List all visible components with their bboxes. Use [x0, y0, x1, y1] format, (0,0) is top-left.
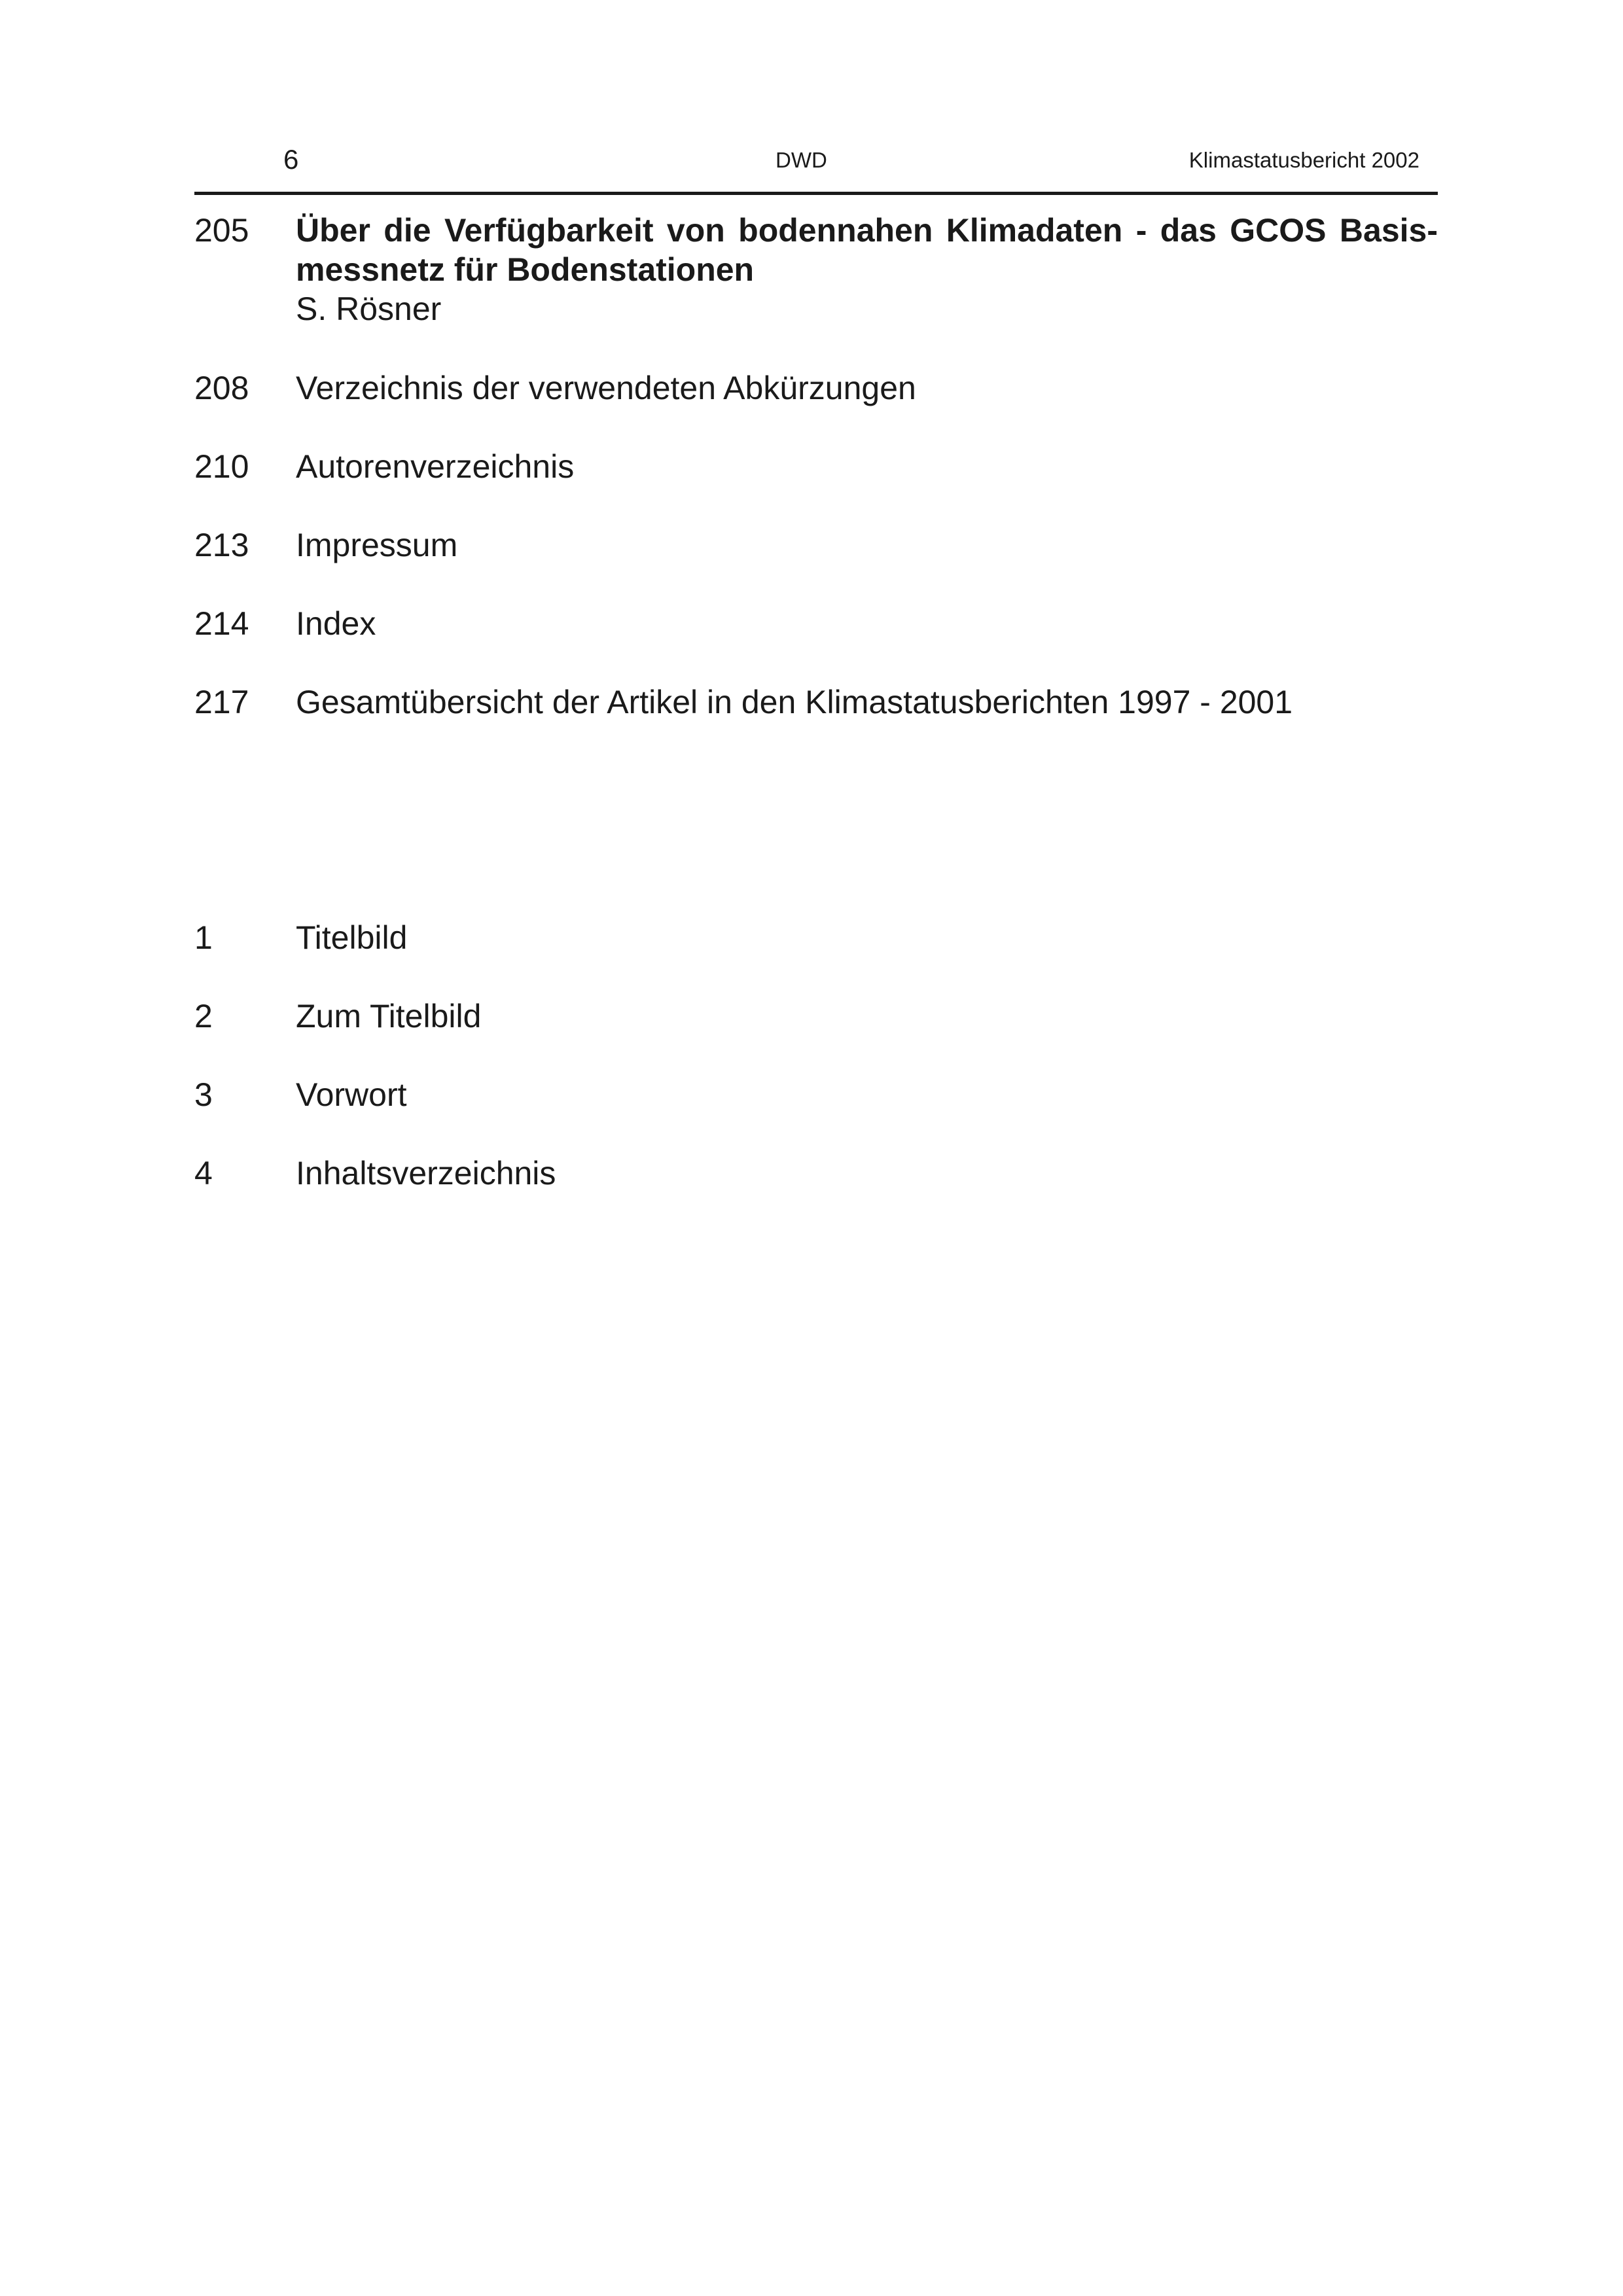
toc-page-number: 213 [194, 527, 249, 563]
toc-page-number: 208 [194, 370, 249, 406]
toc-article-title-line-2: messnetz für Bodenstationen [296, 251, 755, 288]
toc-entry-title: Autorenverzeichnis [296, 448, 575, 485]
toc-page-number: 2 [194, 998, 213, 1034]
toc-page-number: 214 [194, 605, 249, 642]
toc-page-number: 3 [194, 1076, 213, 1113]
toc-entry-title: Impressum [296, 527, 458, 563]
toc-entry-title: Zum Titelbild [296, 998, 482, 1034]
page-number: 6 [283, 144, 299, 175]
toc-entry-title: Titelbild [296, 919, 408, 956]
header-organization: DWD [776, 148, 827, 172]
toc-entry-title: Gesamtübersicht der Artikel in den Klimastatusberichten 1997 - 2001 [296, 684, 1293, 720]
toc-page-number: 205 [194, 212, 249, 249]
toc-page-number: 217 [194, 684, 249, 720]
toc-entry-text [296, 211, 1438, 328]
header-rule [194, 192, 1438, 195]
toc-page-number: 1 [194, 919, 213, 956]
toc-page-number: 210 [194, 448, 249, 485]
toc-article-author: S. Rösner [296, 291, 442, 327]
header-report-title: Klimastatusbericht 2002 [1188, 148, 1419, 172]
toc-entry-title: Index [296, 605, 376, 642]
toc-entry-title: Verzeichnis der verwendeten Abkürzungen [296, 370, 916, 406]
toc-page-number: 4 [194, 1155, 213, 1192]
toc-article-title-line-1: Über die Verfügbarkeit von bodennahen Klimadaten - das GCOS Basis- [296, 212, 1438, 249]
page-header [194, 143, 1438, 178]
toc-entry-title: Vorwort [296, 1076, 407, 1113]
toc-entry-title: Inhaltsverzeichnis [296, 1155, 556, 1192]
